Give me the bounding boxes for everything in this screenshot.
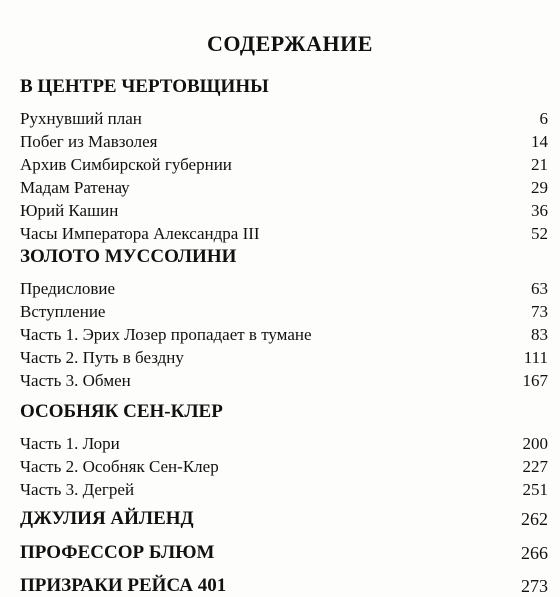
toc-entry-page: 52 (531, 224, 548, 243)
toc-entry[interactable] (20, 277, 548, 300)
toc-entry-page: 14 (531, 132, 548, 151)
section-heading: ОСОБНЯК СЕН-КЛЕР (20, 401, 223, 422)
toc-entry[interactable] (20, 432, 548, 455)
toc-entry-title: Часть 1. Эрих Лозер пропадает в тумане (20, 325, 312, 344)
toc-entry-title: Часть 2. Путь в бездну (20, 348, 184, 367)
toc-entry-page: 21 (531, 155, 548, 174)
toc-entry[interactable] (20, 176, 548, 199)
section-items (20, 432, 548, 501)
toc-entry[interactable] (20, 369, 548, 392)
toc-entry-title: Часть 1. Лори (20, 434, 120, 453)
section-osobnyak-sen-kler (20, 400, 548, 501)
toc-entry-page: 29 (531, 178, 548, 197)
section-heading: ДЖУЛИЯ АЙЛЕНД (20, 508, 194, 529)
toc-entry[interactable] (20, 130, 548, 153)
toc-entry-page: 227 (522, 457, 548, 476)
toc-entry-page: 262 (521, 509, 548, 529)
toc-standalone-entry[interactable] (20, 574, 548, 597)
section-heading: ПРИЗРАКИ РЕЙСА 401 (20, 575, 227, 596)
toc-entry-page: 251 (522, 480, 548, 499)
toc-entry-page: 167 (522, 371, 548, 390)
toc-entry-page: 36 (531, 201, 548, 220)
page-title: СОДЕРЖАНИЕ (207, 31, 373, 56)
section-heading: ЗОЛОТО МУССОЛИНИ (20, 246, 237, 267)
toc-entry-page: 83 (531, 325, 548, 344)
toc-entry-title: Юрий Кашин (20, 201, 119, 220)
toc-entry[interactable] (20, 199, 548, 222)
toc-entry[interactable] (20, 153, 548, 176)
toc-entry-page: 266 (521, 543, 548, 563)
toc-entry-page: 6 (539, 109, 548, 128)
toc-entry-page: 63 (531, 279, 548, 298)
toc-entry-page: 111 (523, 348, 548, 367)
toc-entry[interactable] (20, 455, 548, 478)
toc-entry-title: Часть 3. Дегрей (20, 480, 135, 499)
section-v-centre-chertovshchiny (20, 75, 548, 245)
toc-entry-title: Часть 3. Обмен (20, 371, 131, 390)
toc-entry-title: Архив Симбирской губернии (20, 155, 232, 174)
section-heading: ПРОФЕССОР БЛЮМ (20, 542, 215, 563)
toc-entry-title: Рухнувший план (20, 109, 142, 128)
toc-entry[interactable] (20, 300, 548, 323)
toc-entry-title: Мадам Ратенау (20, 178, 130, 197)
toc-standalone-entry[interactable] (20, 507, 548, 531)
toc-entry[interactable] (20, 323, 548, 346)
toc-entry[interactable] (20, 346, 548, 369)
toc-entry-title: Часы Императора Александра III (20, 224, 260, 243)
toc-entry-title: Часть 2. Особняк Сен-Клер (20, 457, 219, 476)
section-zoloto-mussolini (20, 245, 548, 392)
toc-entry[interactable] (20, 107, 548, 130)
toc-entry[interactable] (20, 222, 548, 245)
section-items (20, 277, 548, 392)
toc-entry-page: 73 (531, 302, 548, 321)
toc-entry[interactable] (20, 478, 548, 501)
toc-entry-title: Вступление (20, 302, 106, 321)
section-items (20, 107, 548, 245)
toc-standalone-entry[interactable] (20, 541, 548, 565)
toc-entry-title: Побег из Мавзолея (20, 132, 158, 151)
toc-entry-title: Предисловие (20, 279, 116, 298)
section-heading: В ЦЕНТРЕ ЧЕРТОВЩИНЫ (20, 76, 269, 97)
toc-entry-page: 200 (522, 434, 548, 453)
toc-entry-page: 273 (521, 576, 548, 596)
